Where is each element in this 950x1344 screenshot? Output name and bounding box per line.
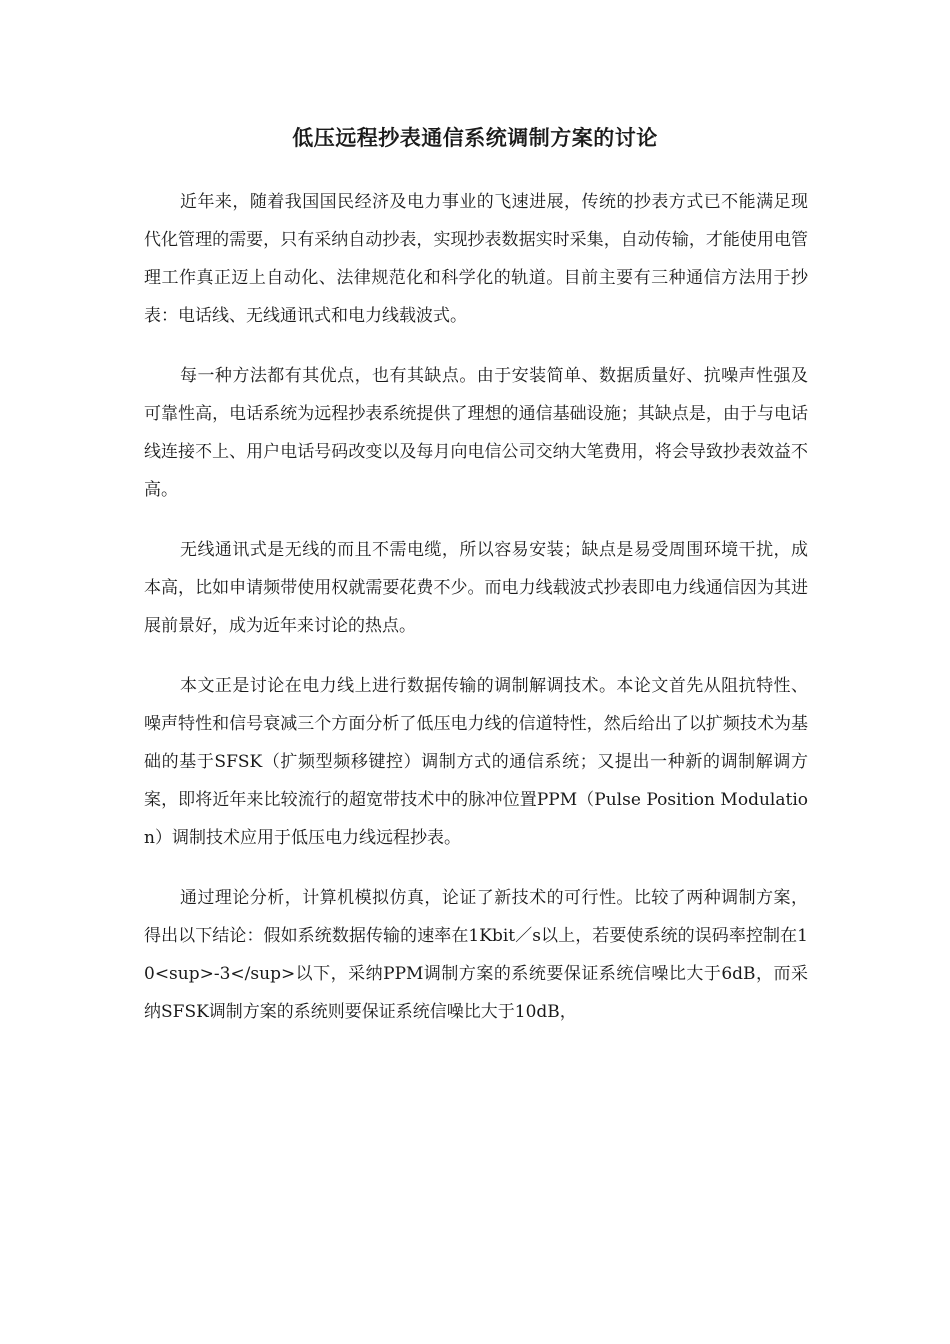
paragraph-1: 近年来，随着我国国民经济及电力事业的飞速进展，传统的抄表方式已不能满足现代化管理的需要，只有采纳自动抄表，实现抄表数据实时采集，自动传输，才能使用电管理工作真正迈上自动化、法律规范化和科学化的轨道。目前主要有三种通信方法用于抄表：电话线、无线通讯式和电力线载波式。 <box>144 192 808 326</box>
document-title: 低压远程抄表通信系统调制方案的讨论 <box>292 125 658 150</box>
paragraph-4: 本文正是讨论在电力线上进行数据传输的调制解调技术。本论文首先从阻抗特性、噪声特性和信号衰减三个方面分析了低压电力线的信道特性，然后给出了以扩频技术为基础的基于SFSK（扩频型频移键控）调制方式的通信系统；又提出一种新的调制解调方案，即将近年来比较流行的超宽带技术中的脉冲位置PPM（Pulse Position Modulation）调制技术应用于低压电力线远程抄表。 <box>144 676 808 848</box>
paragraph-5: 通过理论分析，计算机模拟仿真，论证了新技术的可行性。比较了两种调制方案，得出以下结论：假如系统数据传输的速率在1Kbit／s以上，若要使系统的误码率控制在10<sup>-3</sup>以下，采纳PPM调制方案的系统要保证系统信噪比大于6dB，而采纳SFSK调制方案的系统则要保证系统信噪比大于10dB， <box>144 888 808 1022</box>
paragraph-3: 无线通讯式是无线的而且不需电缆，所以容易安装；缺点是易受周围环境干扰，成本高，比如申请频带使用权就需要花费不少。而电力线载波式抄表即电力线通信因为其进展前景好，成为近年来讨论的热点。 <box>144 540 808 636</box>
document-body <box>144 183 808 1053</box>
paragraph-2: 每一种方法都有其优点，也有其缺点。由于安装简单、数据质量好、抗噪声性强及可靠性高，电话系统为远程抄表系统提供了理想的通信基础设施；其缺点是，由于与电话线连接不上、用户电话号码改变以及每月向电信公司交纳大笔费用，将会导致抄表效益不高。 <box>144 366 808 500</box>
